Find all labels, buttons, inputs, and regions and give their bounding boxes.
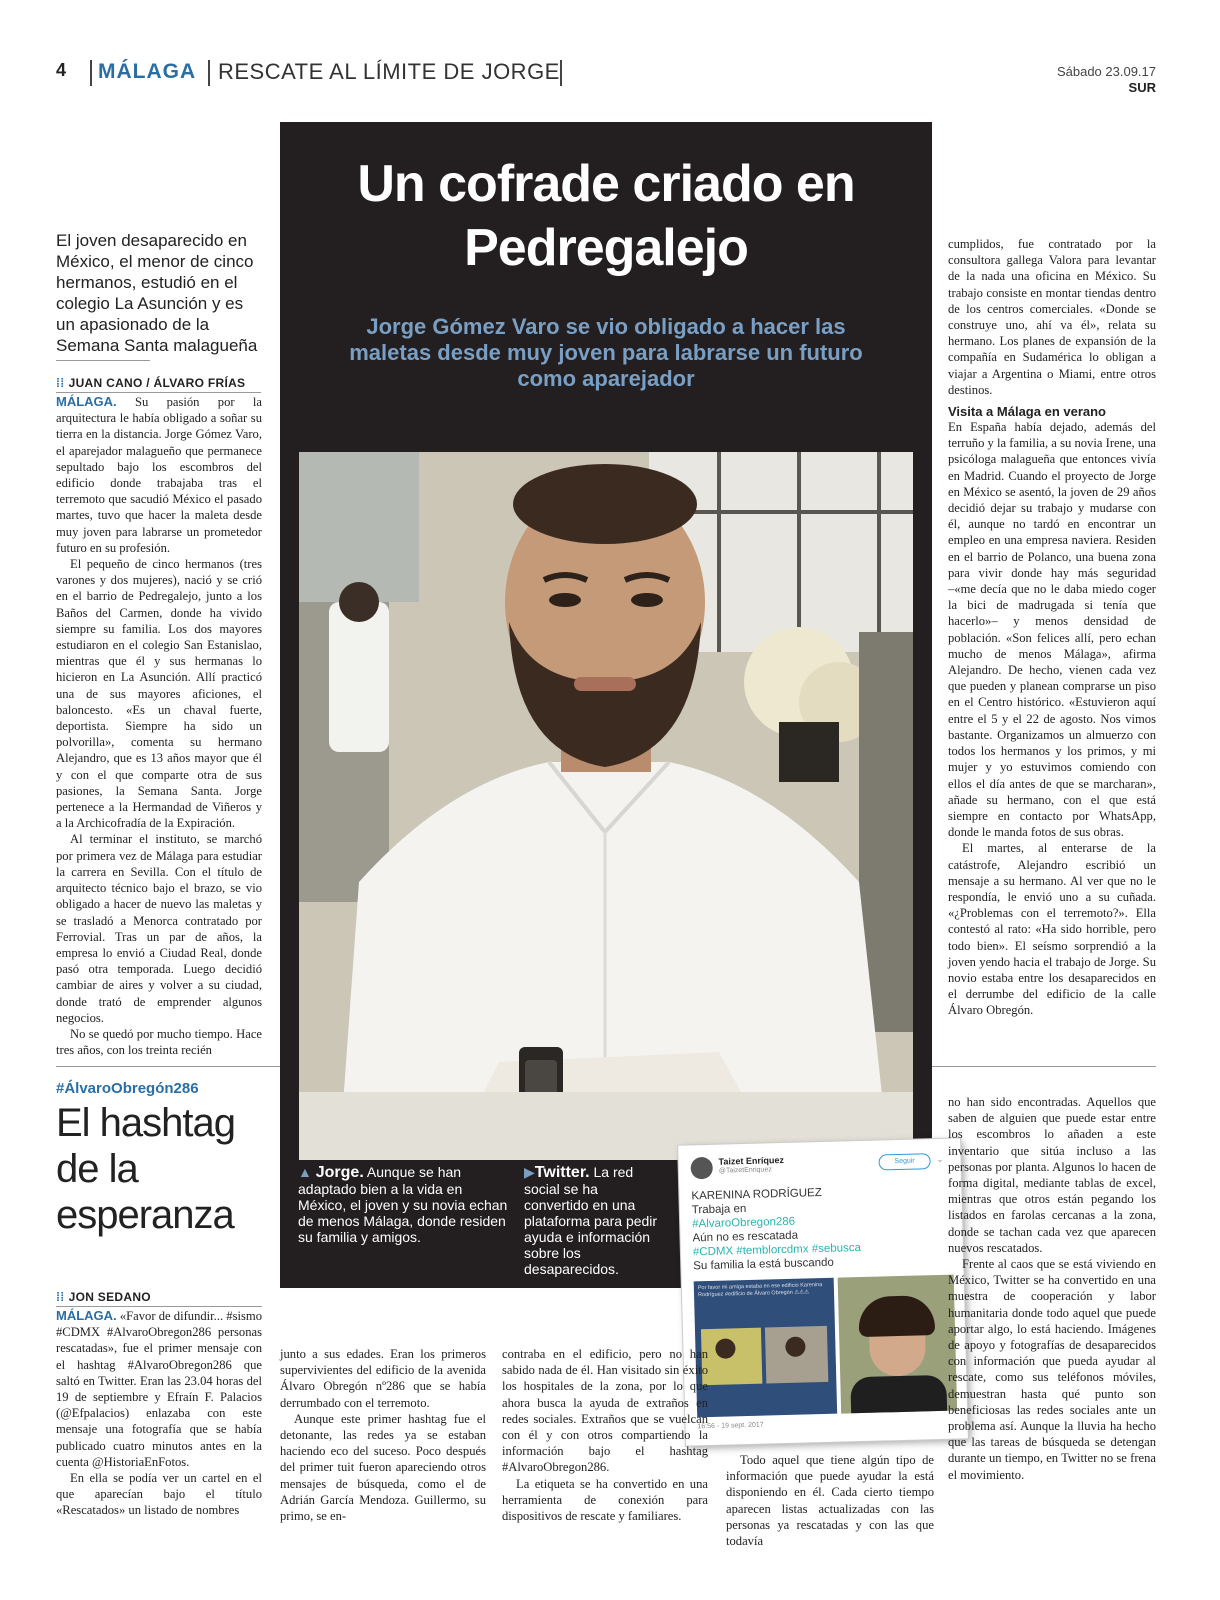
headline: Un cofrade criado en Pedregalejo: [357, 155, 855, 277]
byline-rule: [56, 392, 261, 393]
portrait-illustration: [299, 452, 913, 1160]
section-rule: [932, 1066, 1156, 1067]
sidebar-column-4: no han sido encontradas. Aquellos que saben de alguien que puede estar entre los escombros lo añaden a este inventario que sitúa incluso a las personas por planta. Algunos lo hacen de forma digital, mediante tablas de excel, mientras que otros están pegando los listados en farolas cercanas a la zona, donde se tachan cada vez que aparecen nuevos rescatados. Frente al caos que se está viviendo en México, Twitter se ha convertido en una muestra de cooperación y labor humanitaria donde todo aquel que puede aportar algo, lo está haciendo. Imágenes de apoyo y fotografías de desaparecidos con información que pueda ayudar al rescate, como sus teléfonos móviles, demuestran hasta qué punto son beneficiosas las redes sociales ante un problema así. Aunque la lluvia ha hecho que las tareas de búsqueda se detengan durante un tiempo, en Twitter no se frena el movimiento.: [948, 1095, 1156, 1482]
triangle-icon: ▲: [298, 1164, 312, 1180]
article-column-2: cumplidos, fue contratado por la consultora gallega Valora para levantar de la nada una oficina en México. Su trabajo consiste en montar tiendas dentro de los centros comerciales. «Donde se construye uno, ahí va él», relata su hermano. Los planes de expansión de la compañía en Sudamérica lo obligan a viajar a Argentina o Miami, entre otros destinos. Visita a Málaga en verano En España había dejado, además del terruño y la familia, a su novia Irene, una psicóloga malagueña que entonces vivía en Madrid. Cuando el proyecto de Jorge en México se asentó, la joven de 29 años decidió dejar su trabajo y mudarse con él, aunque no tardó en encontrar un empleo en una empresa naviera. Residen en el barrio de Polanco, una buena zona para vivir donde hay más seguridad –«me decía que no le daba miedo coger la bici de madrugada si tenía que hacerlo»– y menos densidad de población. «Son felices allí, pero echan mucho de menos Málaga», afirma Alejandro. De hecho, vienen cada vez que pueden y planean comprarse un piso en el Centro histórico. «Estuvieron aquí entre el 5 y el 22 de agosto. Nos vimos bastante. Organizamos un almuerzo con todos los hermanos y los primos, y mi mujer y yo estuvimos comiendo con ellos el día antes de que se marcharan», añade su hermano, con el que está siempre en contacto por WhatsApp, donde le manda fotos de sus obras. El martes, al enterarse de la catástrofe, Alejandro escribió un mensaje a su hermano. Al ver que no le respondía, le envió uno a su cuñada. «¿Problemas con el terremoto?». Ella contestó al rato: «Ha sido horrible, pero todo bien». El seísmo sorprendió a la joven yendo hacia el trabajo de Jorge. Su novio estaba entre los desaparecidos en el derrumbe del edificio de la calle Álvaro Obregón.: [948, 237, 1156, 1018]
dateline: MÁLAGA.: [56, 394, 117, 409]
section-label: MÁLAGA: [98, 60, 197, 83]
header-divider: [208, 60, 210, 86]
byline-dots-icon: ⁞⁞: [56, 1290, 65, 1304]
avatar: [690, 1157, 713, 1180]
sidebar-title: El hashtag de la esperanza: [56, 1101, 236, 1237]
feature-panel: [280, 122, 932, 1288]
tweet-timestamp: 16:56 - 19 sept. 2017: [697, 1421, 764, 1431]
chevron-down-icon[interactable]: ⌄: [936, 1154, 944, 1164]
sidebar-column-3b: Todo aquel que tiene algún tipo de información que puede ayudar la está disponiendo en él. Cada cierto tiempo aparecen listas actualizadas con las personas ya rescatadas y con las que todavía: [726, 1453, 934, 1549]
tweet-image-screenshot: Por favor mi amiga estaba en ese edificio Karenina Rodríguez #edificio de Álvaro Obregón ⚠⚠⚠: [694, 1278, 838, 1418]
header-divider: [560, 60, 562, 86]
follow-button[interactable]: Seguir: [878, 1153, 930, 1170]
subhead: Visita a Málaga en verano: [948, 404, 1106, 420]
caption-twitter: ▶Twitter. La red social se ha convertido en una plataforma para pedir ayuda e información sobre los desaparecidos.: [524, 1164, 658, 1277]
section-rule: [56, 1066, 280, 1067]
tweet-card: [678, 1138, 968, 1445]
sidebar-column-3: contraba en el edificio, pero no han sabido nada de él. Han visitado sin éxito los hospitales de la zona, por lo que ahora busca la ayuda de extraños en redes sociales. Extraños que se vuelcan con él y con otros compartiendo la información bajo el hashtag #AlvaroObregon286. La etiqueta se ha convertido en una herramienta de conexión para dispositivos de rescate y familiares.: [502, 1347, 708, 1524]
article-column-1: MÁLAGA. Su pasión por la arquitectura le había obligado a soñar su tierra en la distancia. Jorge Gómez Varo, el aparejador malagueño que permanece sepultado bajo los escombros del edificio donde trabajaba tras el terremoto que sacudió México el pasado martes, tuvo que hacer la maleta desde muy joven para labrarse un prometedor futuro en su profesión. El pequeño de cinco hermanos (tres varones y dos mujeres), nació y se crió en el barrio de Pedregalejo, junto a los Baños del Carmen, donde ha vivido siempre su familia. Los dos mayores estudiaron en el colegio San Estanislao, mientras que él y sus hermanas lo hicieron en La Asunción. Allí practicó una de sus mayores aficiones, el baloncesto. «Es un chaval fuerte, deportista. Siempre ha sido un polvorilla», comenta su hermano Alejandro, que es 13 años mayor que él y con el que comparte otra de sus pasiones, la Semana Santa. Jorge pertenece a la Hermandad de Viñeros y a la Archicofradía de la Expiración. Al terminar el instituto, se marchó por primera vez de Málaga para estudiar la carrera en Sevilla. Con el título de arquitecto técnico bajo el brazo, se vio obligado a hacer de nuevo las maletas y se trasladó a Menorca contratado por Ferrovial. Tras un par de años, la empresa lo envió a Ciudad Real, donde pasó otra temporada. Luego decidió cambiar de aires y volver a su ciudad, donde trató de emprender algunos negocios. No se quedó por mucho tiempo. Hace tres años, con los treinta recién: [56, 394, 262, 1058]
issue-date: Sábado 23.09.17: [1056, 64, 1156, 79]
page-number: 4: [56, 60, 67, 80]
intro-rule: [56, 360, 150, 361]
intro-summary: El joven desaparecido en México, el menor de cinco hermanos, estudió en el colegio La Asunción y es un apasionado de la Semana Santa malagueña: [56, 231, 258, 355]
sidebar-column-2: junto a sus edades. Eran los primeros supervivientes del edificio de la avenida Álvaro Obregón nº286 que se había derrumbado con el terremoto. Aunque este primer hashtag fue el detonante, las redes ya se estaban haciendo eco del suceso. Poco después del primer tuit fueron apareciendo otros mensajes de búsqueda, como el de Adrián García Mendoza. Guillermo, su primo, se en-: [280, 1347, 486, 1524]
tweet-body: KARENINA RODRÍGUEZ Trabaja en #AlvaroObregon286 Aún no es rescatada #CDMX #temblorcdmx #sebusca Su familia la está buscando: [691, 1187, 862, 1273]
byline-rule: [56, 1306, 262, 1307]
header-divider: [90, 60, 92, 86]
sidebar-column-1: MÁLAGA. «Favor de difundir... #sismo #CDMX #AlvaroObregon286 personas rescatadas», fue el primer mensaje con el hashtag #AlvaroObregon286 que saltó en Twitter. Eran las 23.04 horas del 19 de septiembre y Efraín F. Palacios (@Efpalacios) enlazaba con este mensaje una fotografía que se había publicado cuatro minutos antes en la cuenta @HistoriaEnFotos. En ella se podía ver un cartel en el que aparecían bajo el título «Rescatados» un listado de nombres: [56, 1308, 262, 1518]
deck: Jorge Gómez Varo se vio obligado a hacer las maletas desde muy joven para labrarse un futuro como aparejador: [349, 314, 863, 391]
byline: ⁞⁞ JUAN CANO / ÁLVARO FRÍAS: [56, 376, 246, 390]
tweet-handle: @TaizetEnriquez: [718, 1166, 772, 1175]
page-header: [56, 58, 1156, 95]
sidebar-hashtag: #ÁlvaroObregón286: [56, 1080, 199, 1097]
byline-dots-icon: ⁞⁞: [56, 376, 65, 390]
play-arrow-icon: ▶: [524, 1164, 535, 1180]
tweet-image-portrait: [838, 1275, 958, 1414]
caption-jorge: ▲ Jorge. Aunque se han adaptado bien a la vida en México, el joven y su novia echan de menos Málaga, donde residen su familia y amigos.: [298, 1164, 508, 1245]
sidebar-byline: ⁞⁞ JON SEDANO: [56, 1290, 151, 1304]
tweet-user: Taizet Enríquez: [718, 1154, 785, 1167]
newspaper-name: SUR: [1128, 80, 1156, 95]
sidebar-dateline: MÁLAGA.: [56, 1308, 117, 1323]
topic-label: RESCATE AL LÍMITE DE JORGE: [218, 59, 560, 84]
jorge-photo: [299, 452, 913, 1160]
